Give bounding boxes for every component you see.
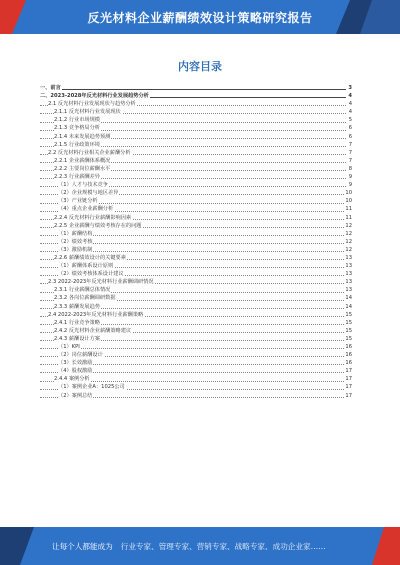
- toc-entry-page: 13: [345, 271, 352, 278]
- toc-entry[interactable]: [40, 286, 352, 294]
- toc-entry-page: 9: [348, 182, 352, 189]
- toc-entry-label: 2.1.4 未来发展趋势预测: [54, 133, 111, 140]
- toc-entry-page: 15: [345, 327, 352, 334]
- toc-entry-label: （2）案例总结: [58, 392, 93, 399]
- toc-entry-label: 2.4.3 薪酬设计方案: [54, 335, 100, 342]
- toc-entry-label: 2.4 2022-2023年反光材料行业薪酬策略: [48, 311, 144, 318]
- toc-entry-page: 17: [345, 376, 352, 383]
- toc-entry-page: 4: [348, 101, 352, 108]
- toc-entry-label: （3）激励机制: [58, 246, 93, 253]
- toc-entry-label: （4）股权激励: [58, 368, 93, 375]
- toc-entry[interactable]: [40, 92, 352, 100]
- toc-entry-label: 2.2.2 主要岗位薪酬水平: [54, 165, 111, 172]
- toc-entry[interactable]: [40, 133, 352, 141]
- toc-entry-page: 13: [345, 254, 352, 261]
- toc-entry-page: 7: [348, 149, 352, 156]
- toc-entry[interactable]: [40, 343, 352, 351]
- toc-entry[interactable]: [40, 311, 352, 319]
- toc-entry-label: 2.4.4 案例分析: [54, 376, 90, 383]
- toc-entry-page: 16: [345, 352, 352, 359]
- toc-entry-label: 2.2.6 薪酬绩效设计的关键要素: [54, 254, 126, 261]
- toc-entry-label: 2.1.5 行业政策环境: [54, 141, 100, 148]
- toc-entry-page: 16: [345, 344, 352, 350]
- toc-entry[interactable]: [40, 197, 352, 205]
- toc-entry-page: 14: [345, 303, 352, 310]
- toc-entry-label: 2.2.3 行业薪酬差异: [54, 174, 100, 181]
- toc-entry[interactable]: [40, 116, 352, 124]
- toc-entry[interactable]: [40, 351, 352, 359]
- toc-entry[interactable]: [40, 319, 352, 327]
- toc-entry-page: 12: [345, 246, 352, 253]
- toc-entry-page: 11: [345, 214, 352, 221]
- toc-entry[interactable]: [40, 230, 352, 238]
- toc-entry-page: 10: [345, 198, 352, 205]
- toc-entry-page: 5: [348, 117, 352, 124]
- toc-entry-label: （2）绩效考核体系设计建议: [58, 271, 124, 278]
- toc-entry-label: 二、2023-2028年反光材料行业发展趋势分析: [40, 93, 149, 100]
- toc-entry-page: 15: [345, 335, 352, 342]
- toc-entry-label: （1）薪酬结构: [58, 230, 93, 237]
- toc-entry[interactable]: [40, 205, 352, 213]
- toc-entry-page: 15: [345, 311, 352, 318]
- toc-entry[interactable]: [40, 254, 352, 262]
- toc-entry[interactable]: [40, 375, 352, 383]
- toc-entry[interactable]: [40, 278, 352, 286]
- toc-entry-label: （3）长效激励: [58, 360, 93, 367]
- footer-roles: 行业专家、管理专家、营销专家、战略专家、成功企业家……: [120, 542, 326, 551]
- toc-entry[interactable]: [40, 157, 352, 165]
- toc-entry-label: （1）案例企业A：1025公司: [58, 384, 125, 391]
- toc-entry[interactable]: [40, 246, 352, 254]
- toc-entry-label: 2.4.1 行业竞争策略: [54, 319, 100, 326]
- toc-entry-label: （1）人才与技术竞争: [58, 182, 108, 189]
- toc-entry-label: 2.2.5 企业薪酬与绩效考核存在的问题: [54, 222, 142, 229]
- toc-entry-page: 6: [348, 125, 352, 132]
- toc-entry-page: 15: [345, 319, 352, 326]
- toc-entry-page: 12: [345, 238, 352, 245]
- toc-entry[interactable]: [40, 173, 352, 181]
- toc-entry-label: 一、前言: [40, 85, 61, 91]
- toc-entry-label: 2.2 反光材料行业相关企业薪酬分析: [48, 149, 131, 156]
- footer-dark-accent: [0, 527, 50, 565]
- toc-entry-label: （2）岗位薪酬设计: [58, 352, 103, 359]
- toc-entry-label: 2.1.3 竞争格局分析: [54, 125, 100, 132]
- toc-entry-page: 17: [345, 368, 352, 375]
- toc-entry-label: 2.2.1 企业薪酬体系概况: [54, 157, 111, 164]
- toc-entry-page: 9: [348, 174, 352, 181]
- footer-red-accent: [370, 527, 400, 565]
- toc-entry[interactable]: [40, 108, 352, 116]
- toc-entry-page: 11: [345, 206, 352, 213]
- toc-entry-page: 7: [348, 141, 352, 148]
- toc-entry-page: 17: [345, 392, 352, 399]
- footer-lead: 让每个人都能成为: [52, 542, 113, 551]
- toc-entry-label: （1）薪酬体系设计原则: [58, 263, 114, 270]
- toc-entry-page: 10: [345, 190, 352, 197]
- toc-entry-label: 2.1.2 行业市场规模: [54, 117, 100, 124]
- toc-entry[interactable]: [40, 181, 352, 189]
- toc-entry-page: 13: [345, 279, 352, 286]
- toc-entry-page: 17: [345, 384, 352, 391]
- toc-entry[interactable]: [40, 303, 352, 311]
- toc-entry-label: 2.3.2 各岗位薪酬调研数据: [54, 295, 116, 302]
- toc-entry-label: 2.2.4 反光材料行业薪酬影响因素: [54, 214, 132, 221]
- toc-entry-page: 6: [348, 133, 352, 140]
- toc-entry-label: 2.3.3 薪酬发展趋势: [54, 303, 100, 310]
- toc-entry-label: （4）重点企业薪酬分析: [58, 206, 114, 213]
- toc-leader-dots: [40, 348, 346, 349]
- toc-entry-page: 12: [345, 222, 352, 229]
- toc-entry[interactable]: [40, 335, 352, 343]
- toc-entry-label: （3）产业链分析: [58, 198, 98, 205]
- header-bar: [0, 0, 400, 34]
- toc-entry[interactable]: [40, 270, 352, 278]
- toc-entry-page: 13: [345, 287, 352, 294]
- toc-entry[interactable]: [40, 262, 352, 270]
- toc-entry-label: 2.4.2 反光材料企业薪酬策略建议: [54, 327, 132, 334]
- toc-entry-page: 14: [345, 295, 352, 302]
- table-of-contents: [40, 84, 352, 400]
- toc-entry[interactable]: [40, 189, 352, 197]
- toc-entry[interactable]: [40, 359, 352, 367]
- toc-entry-page: 7: [348, 157, 352, 164]
- toc-entry-page: 3: [348, 85, 352, 91]
- toc-entry[interactable]: [40, 392, 352, 400]
- toc-entry-label: 2.3.1 行业薪酬总体情况: [54, 287, 111, 294]
- toc-entry-page: 4: [348, 93, 352, 100]
- toc-entry[interactable]: [40, 214, 352, 222]
- toc-entry[interactable]: [40, 149, 352, 157]
- toc-entry[interactable]: [40, 383, 352, 391]
- toc-entry[interactable]: [40, 294, 352, 302]
- toc-entry-page: 12: [345, 230, 352, 237]
- toc-entry-label: 2.1.1 反光材料行业发展现状: [54, 109, 121, 116]
- toc-entry-page: 16: [345, 360, 352, 367]
- toc-entry[interactable]: [40, 141, 352, 149]
- toc-entry-page: 8: [348, 165, 352, 172]
- toc-entry-label: （2）企业规模与地区差异: [58, 190, 119, 197]
- toc-entry-label: 2.1 反光材料行业发展现状与趋势分析: [48, 101, 136, 108]
- toc-entry[interactable]: [40, 238, 352, 246]
- toc-title: 内容目录: [178, 60, 222, 73]
- toc-entry-page: 13: [345, 263, 352, 270]
- toc-entry[interactable]: [40, 100, 352, 108]
- toc-entry-label: 2.3 2022-2023年反光材料行业薪酬调研情况: [48, 279, 154, 286]
- toc-entry[interactable]: [40, 327, 352, 335]
- toc-entry[interactable]: [40, 222, 352, 230]
- report-title: 反光材料企业薪酬绩效设计策略研究报告: [87, 11, 313, 25]
- footer-bar: [0, 527, 400, 565]
- footer-slogan: [52, 541, 326, 552]
- toc-entry-page: 4: [348, 109, 352, 116]
- toc-entry[interactable]: [40, 84, 352, 92]
- toc-entry-label: （2）绩效考核: [58, 238, 93, 245]
- toc-entry[interactable]: [40, 165, 352, 173]
- toc-entry[interactable]: [40, 124, 352, 132]
- toc-entry[interactable]: [40, 367, 352, 375]
- toc-entry-label: （1）KPI: [58, 344, 80, 350]
- toc-leader-dots: [40, 89, 346, 90]
